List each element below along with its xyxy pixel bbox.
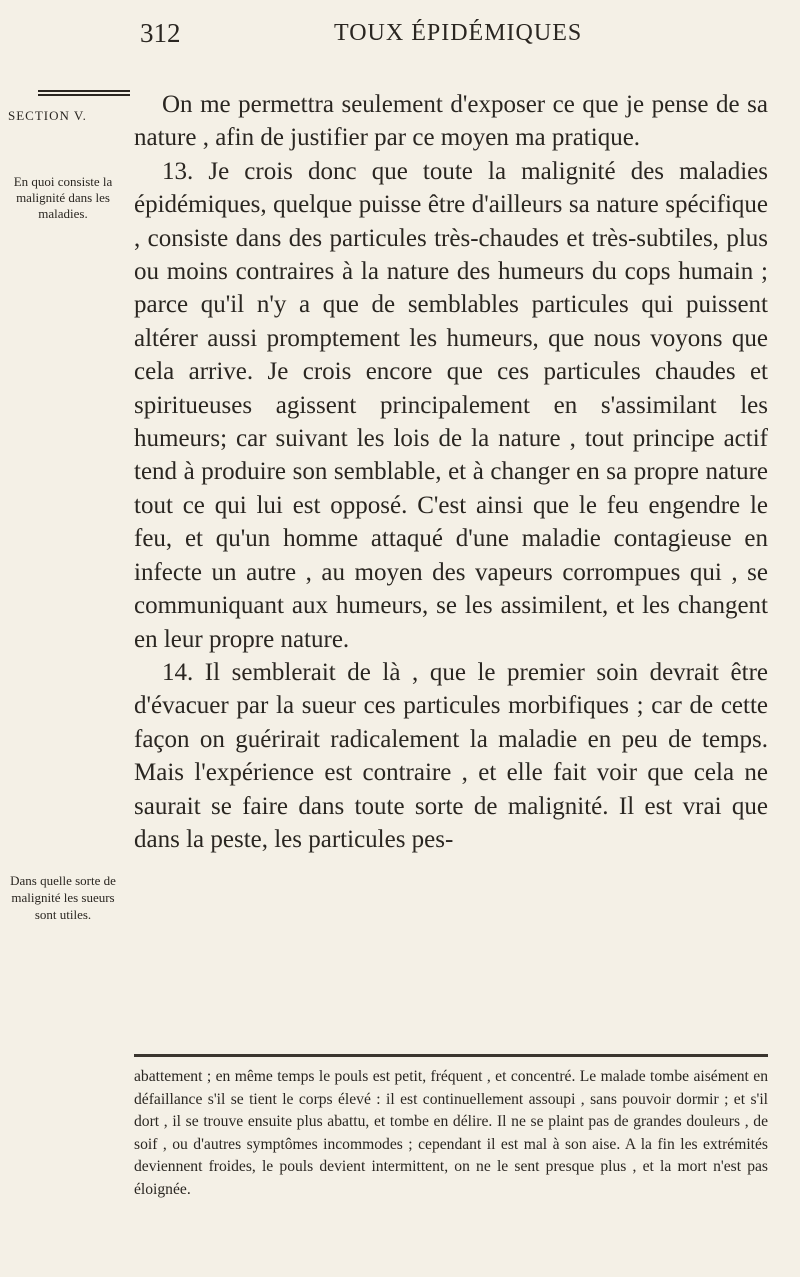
margin-note-sweats: Dans quelle sorte de malignité les sueurs sont utiles. <box>10 873 116 922</box>
page-number: 312 <box>140 18 181 48</box>
footnote <box>134 1066 768 1201</box>
paragraph-14: 14. Il semblerait de là , que le premier soin devrait être d'évacuer par la sueur ces particules morbifiques ; car de cette façon on guérirait radicalement la maladie en peu de temps. Mais l'expérience est contraire , et elle fait voir que cela ne saurait se faire dans toute sorte de malignité. Il est vrai que dans la peste, les particules pes- <box>134 658 768 853</box>
page-header <box>0 16 800 56</box>
margin-note-malignity: En quoi consiste la malignité dans les maladies. <box>13 174 113 221</box>
main-text <box>134 88 768 856</box>
running-title: TOUX ÉPIDÉMIQUES <box>334 20 583 46</box>
footnote-text: abattement ; en même temps le pouls est petit, fréquent , et concentré. Le malade tombe aisément en défaillance s'il se tient le corps élevé : il est continuellement assoupi , sans pouvoir dormir ; et s'il dort , il se trouve ensuite plus abattu, et tombe en délire. Il ne se plaint pas de grandes douleurs , de soif , ou d'autres symptômes incommodes ; cependant il est mal à son aise. A la fin les extrémités deviennent froides, le pouls devient intermittent, on ne le sent presque plus , et la mort n'est pas éloignée. <box>134 1068 768 1198</box>
ornamental-rule <box>38 90 130 98</box>
paragraph-13: 13. Je crois donc que toute la malignité des maladies épidémiques, quelque puisse être d'ailleurs sa nature spécifique , consiste dans des particules très-chaudes et très-subtiles, plus ou moins contraires à la nature des humeurs du cops humain ; parce qu'il n'y a que de semblables particules qui puissent altérer aussi promptement les humeurs, que nous voyons que cela arrive. Je crois encore que ces particules chaudes et spiritueuses agissent principalement en s'assimilant les humeurs; car suivant les lois de la nature , tout principe actif tend à produire son semblable, et à changer en sa propre nature tout ce qui lui est opposé. C'est ainsi que le feu engendre le feu, et qu'un homme attaqué d'une maladie contagieuse en infecte un autre , au moyen des vapeurs corrompues qui , se communiquant aux humeurs, se les assimilent, et les changent en leur propre nature. <box>134 157 768 653</box>
section-marker: SECTION V. <box>8 108 87 123</box>
paragraph-1: On me permettra seulement d'exposer ce que je pense de sa nature , afin de justifier par ce moyen ma pratique. <box>134 91 768 152</box>
footnote-divider <box>134 1054 768 1057</box>
